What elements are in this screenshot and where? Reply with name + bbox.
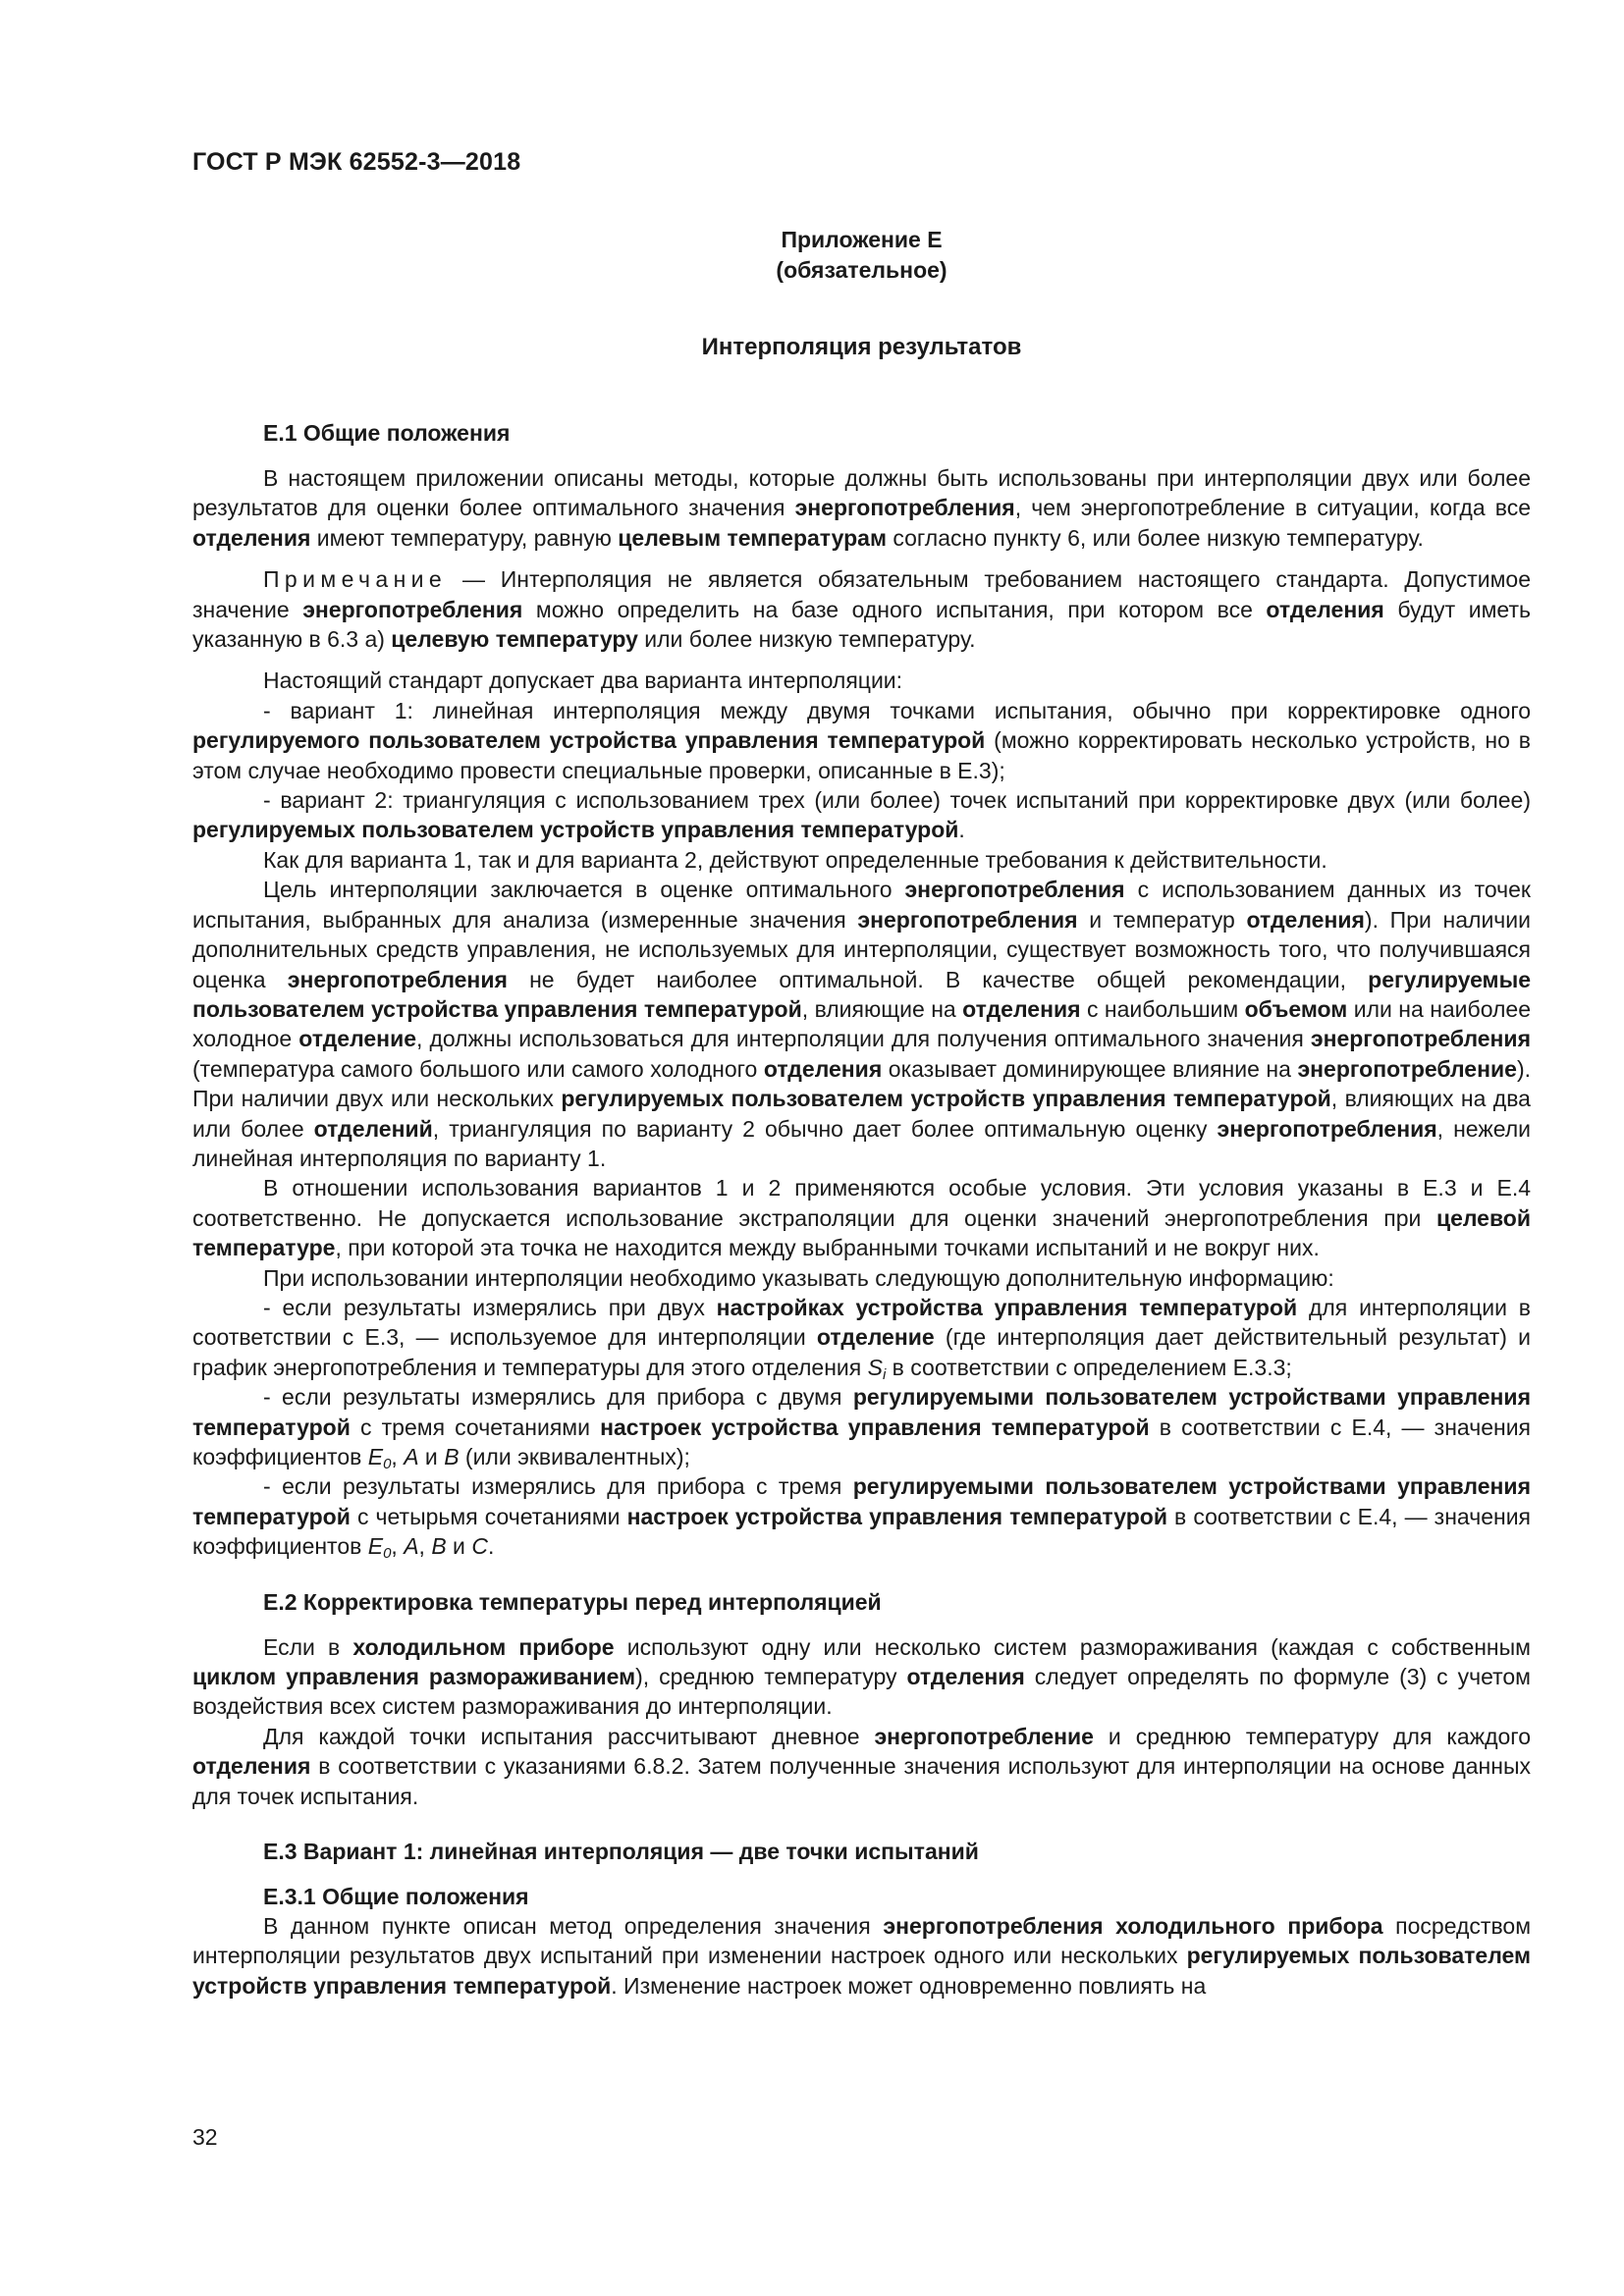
standard-header: ГОСТ Р МЭК 62552-3—2018 [192, 148, 521, 176]
paragraph: Цель интерполяции заключается в оценке оптимального энергопотребления с использованием данных из точек испытания, выбранных для анализа (измеренные значения энергопотребления и температур отделения). При наличии дополнительных средств управления, не используемых для интерполяции, существует возможность того, что получившаяся оценка энергопотребления не будет наиболее оптимальной. В качестве общей рекомендации, регулируемые пользователем устройства управления температурой, влияющие на отделения с наибольшим объемом или на наиболее холодное отделение, должны использоваться для интерполяции для получения оптимального значения энергопотребления (температура самого большого или самого холодного отделения оказывает доминирующее влияние на энергопотребление). При наличии двух или нескольких регулируемых пользователем устройств управления температурой, влияющих на два или более отделений, триангуляция по варианту 2 обычно дает более оптимальную оценку энергопотребления, нежели линейная интерполяция по варианту 1. [192, 877, 1532, 1171]
subsection-heading-e3-1: Е.3.1 Общие положения [263, 1884, 529, 1910]
list-item: - вариант 2: триангуляция с использованием трех (или более) точек испытаний при корректировке двух (или более) регулируемых пользователем устройств управления температурой. [192, 787, 1531, 843]
list-item: - если результаты измерялись при двух настройках устройства управления температурой для интерполяции в соответствии с Е.3, — используемое для интерполяции отделение (где интерполяция дает действительный результат) и график энергопотребления и температуры для этого отделения $S_i$ в соответствии с определением Е.3.3; [192, 1294, 1532, 1383]
section-heading-e1: Е.1 Общие положения [263, 420, 511, 446]
list-item: - если результаты измерялись для прибора с двумя регулируемыми пользователем устройствами управления температурой с тремя сочетаниями настроек устройства управления температурой в соответствии с Е.4, — значения коэффициентов $E_0$, A и B (или эквивалентных); [192, 1384, 1531, 1472]
note-paragraph: Примечание — Интерполяция не является обязательным требованием настоящего стандарта. Допустимое значение энергопотребления можно определить на базе одного испытания, при котором все отделения будут иметь указанную в 6.3 а) целевую температуру или более низкую температуру. [192, 566, 1531, 653]
paragraph: В отношении использования вариантов 1 и 2 применяются особые условия. Эти условия указаны в Е.3 и Е.4 соответственно. Не допускается использование экстраполяции для оценки значений энергопотребления при целевой температуре, при которой эта точка не находится между выбранными точками испытаний и не вокруг них. [192, 1175, 1531, 1261]
section-heading-e2: Е.2 Корректировка температуры перед интерполяцией [263, 1588, 882, 1615]
paragraph: В данном пункте описан метод определения значения энергопотребления холодильного прибора посредством интерполяции результатов двух испытаний при изменении настроек одного или нескольких регулируемых пользователем устройств управления температурой. Изменение настроек может одновременно повлиять на [192, 1913, 1532, 1999]
paragraph: Для каждой точки испытания рассчитывают дневное энергопотребление и среднюю температуру для каждого отделения в соответствии с указаниями 6.8.2. Затем полученные значения используют для интерполяции на основе данных для точек испытания. [192, 1723, 1531, 1809]
paragraph: При использовании интерполяции необходимо указывать следующую дополнительную информацию: [263, 1264, 1334, 1291]
appendix-label: Приложение Е [781, 227, 943, 252]
paragraph: В настоящем приложении описаны методы, которые должны быть использованы при интерполяции двух или более результатов для оценки более оптимального значения энергопотребления, чем энергопотребление в ситуации, когда все отделения имеют температуру, равную целевым температурам согласно пункту 6, или более низкую температуру. [192, 465, 1531, 551]
list-item: - вариант 1: линейная интерполяция между двумя точками испытания, обычно при корректировке одного регулируемого пользователем устройства управления температурой (можно корректировать несколько устройств, но в этом случае необходимо провести специальные проверки, описанные в Е.3); [192, 697, 1531, 783]
appendix-status: (обязательное) [776, 257, 947, 283]
document-body [192, 418, 1531, 2001]
page-number: 32 [192, 2124, 218, 2150]
paragraph: Как для варианта 1, так и для варианта 2, действуют определенные требования к действительности. [263, 846, 1327, 873]
appendix-heading [192, 225, 1531, 286]
section-heading-e3: Е.3 Вариант 1: линейная интерполяция — две точки испытаний [263, 1839, 979, 1865]
note-label: Примечание [263, 566, 448, 593]
list-item: - если результаты измерялись для прибора с тремя регулируемыми пользователем устройствами управления температурой с четырьмя сочетаниями настроек устройства управления температурой в соответствии с Е.4, — значения коэффициентов $E_0$, A, B и C. [192, 1473, 1531, 1563]
paragraph: Если в холодильном приборе используют одну или несколько систем размораживания (каждая с собственным циклом управления размораживанием), среднюю температуру отделения следует определять по формуле (3) с учетом воздействия всех систем размораживания до интерполяции. [192, 1633, 1531, 1720]
paragraph: Настоящий стандарт допускает два варианта интерполяции: [263, 667, 903, 694]
appendix-title: Интерполяция результатов [701, 334, 1022, 360]
